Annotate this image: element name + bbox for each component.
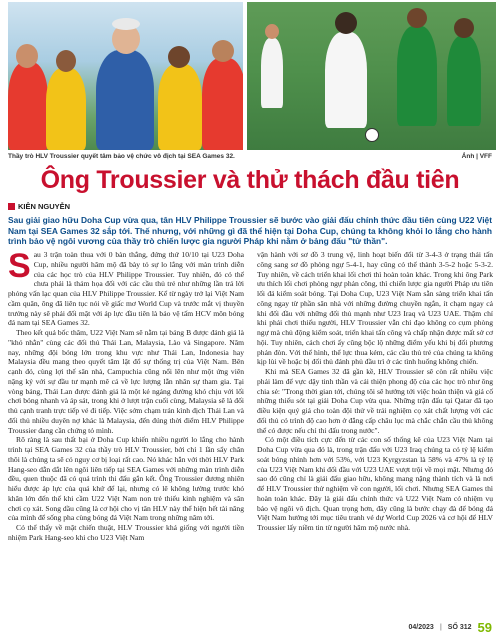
body-paragraph: Theo kết quả bốc thăm, U22 Việt Nam sẽ nằm tại bảng B được đánh giá là "khó nhằn" cùng các đối thủ Thái Lan, Malaysia, Lào và Singapore. Năm nay, những đội bóng lớn trong khu vực như Thái Lan, Indonesia hay Malaysia đều mang theo quyết tâm lật đổ sự thống trị của Việt Nam. Bên cạnh đó, cùng lợi thế sân nhà, Campuchia cũng nổi lên như một ứng viên nặng ký với sự đầu tư mạnh mẽ cả về lực lượng lẫn nhân sự tham gia. Tại vòng bảng, Thái Lan được đánh giá là một kẻ ngáng đường khó chịu với lối chơi bóng nhanh và áp sát, trong khi ở lượt trận cuối cùng, Malaysia sẽ là đối thủ cạnh tranh trực tiếp vé đi tiếp. Việc sớm chạm trán kình địch Thái Lan và đối thủ nhiều duyên nợ khác là Malaysia, đến đúng thời điểm HLV Philippe Troussier đang cần chứng tỏ mình. [8,328,244,435]
issue-date: 04/2023 [408,624,434,631]
body-paragraph: Sau 3 trận toàn thua với 0 bàn thắng, đứng thứ 10/10 tại U23 Doha Cup, nhiều người hâm mộ đã bày tỏ sự lo lắng với màn trình diễn của các học trò của HLV Philippe Troussier. Tuy nhiên, đó có thể chưa phải là thảm họa đối với các cầu thủ trẻ như những lần trả lời phỏng vấn lạc quan của HLV Philippe Troussier. Kể từ ngày trở lại Việt Nam cầm quân, ông đã liên tục nói về giấc mơ World Cup và trước mắt vị thuyền trưởng này sẽ phải đối mặt với áp lực đầu tiên là bảo vệ tấm HCV môn bóng đá nam tại SEA Games 32. [8,247,244,328]
author-byline [8,202,70,211]
page-number: 59 [477,620,492,635]
photo-match-action [247,2,496,150]
author-marker-icon [8,203,15,210]
photo-banner [8,2,496,150]
article-column-right [257,250,493,533]
article-title: Ông Troussier và thử thách đầu tiên [40,166,460,194]
author-name: KIÊN NGUYỄN [18,202,71,211]
article-lead: Sau giải giao hữu Doha Cup vừa qua, tân HLV Philippe Troussier sẽ bước vào giải đấu chính thức đầu tiên cùng U22 Việt Nam tại SEA Games 32 sắp tới. Thế nhưng, với những gì đã thể hiện tại Doha Cup, chúng ta không khỏi lo lắng cho hành trình bảo vệ ngôi vương của thầy trò chiến lược gia người Pháp khi nằm ở bảng đấu "tử thần". [8,215,492,247]
photo-credit: Ảnh | VFF [461,153,492,160]
photo-coach-and-players [8,2,243,150]
body-paragraph: Có một điều tích cực đến từ các con số thống kê của U23 Việt Nam tại Doha Cup vừa qua đó là, trong trận đấu với U23 Iraq chúng ta có tỷ lệ kiểm soát bóng nhỉnh hơn với 53%, với U23 Kyrgyzstan là 58% và 47% là tỷ lệ của U23 Việt Nam khi đối đầu với U23 UAE vượt trội về mọi mặt. Nhưng đó sao đó cũng chỉ là giải đấu giao hữu, không mang nặng thành tích và là nơi để HLV Troussier thử nghiệm về con người, lối chơi. Nhưng SEA Games thì hoàn toàn khác. Đây là giải đấu chính thức và U22 Việt Nam có nhiệm vụ bảo vệ ngôi vô địch. Quan trọng hơn, đây cũng là bước chạy đà để bóng đá Việt Nam hướng tới mục tiêu tranh vé dự World Cup 2026 và cơ hội để HLV Troussier lấy niềm tin từ người hâm mộ nước nhà. [257,435,493,532]
drop-cap: S [8,247,31,285]
article-column-left [8,247,244,543]
photo-caption: Thầy trò HLV Troussier quyết tâm bảo vệ chức vô địch tại SEA Games 32. [8,153,235,160]
body-paragraph: Rõ ràng là sau thất bại ở Doha Cup khiến nhiều người lo lắng cho hành trình tại SEA Games 32 của thầy trò HLV Troussier, bởi chỉ 1 lần sẩy chân thôi là chúng ta sẽ có nguy cơ bị loại rất cao. Nó khác hẳn với thời HLV Park Hang-seo dẫn dắt lên ngôi liên tiếp tại SEA Games với những màn trình diễn đều, quen thuộc đã có quá trình thi đấu gắn kết. Ông Troussier đương nhiên hiểu được áp lực của quá khứ để lại, nhưng có lẽ không lường trước khó khăn lớn đến thế khi cầm U22 Việt Nam non trẻ thiếu kinh nghiệm và sân chơi cọ xát. Song dầu cũng là cơ hội cho vị tân HLV này thể hiện hết tài năng của mình để sống pha cùng bóng đá Việt Nam trong những năm tới. [8,435,244,523]
body-paragraph: Khi mà SEA Games 32 đã gần kề, HLV Troussier sẽ còn rất nhiều việc phải làm để vực dậy tinh thần và cải thiện phong độ của các học trò như ông chia sẻ: "Trong thời gian tới, chúng tôi sẽ hướng tới việc hoàn thiện và giá cố những thiếu sót tại giải Doha Cup vừa qua. Những trận đấu tại Qatar đã tạo điều kiện quý giá cho toàn đội thử về trải nghiệm cọ xát chất lượng với các đối thủ có trình độ cao hơn ở đẳng cấp châu lục mà chắc chắn cầu thủ không thể có được nếu chỉ thi đấu trong nước". [257,367,493,435]
footer-separator: | [439,624,442,631]
issue-number: SỐ 312 [447,624,472,631]
body-paragraph: Có thể thấy về mặt chiến thuật, HLV Troussier khá giống với người tiền nhiệm Park Hang-seo khi cho U23 Việt Nam [8,523,244,542]
body-paragraph: vận hành với sơ đồ 3 trung vệ, linh hoạt biến đổi từ 3-4-3 ở trạng thái tấn công sang sơ đồ phòng ngự 5-4-1, hay cũng có thể thành 3-5-2 hoặc 5-3-2. Tuy nhiên, về cách triển khai lối chơi thì hoàn toàn khác. Trong khi ông Park ưu thích lối chơi phòng ngự phản công, thì chiến lược gia người Pháp ưu tiên lối đá kiểm soát bóng. Tại Doha Cup, U23 Việt Nam sẵn sàng triển khai tấn công ngay từ phần sân nhà với những đường chuyền ngắn, ít chạm ngay cả khi đối đầu với những đối thủ mạnh như U23 Iraq và U23 UAE. Thậm chí khi phải chơi thiếu người, HLV Troussier vẫn chỉ đạo không co cụm phòng ngự mà chủ động kiểm soát, triển khai tấn công và chấp nhận được mất sở cơ hội. Tuy nhiên, cách chơi ấy cũng bộc lộ những điểm yếu khi bị đối phương phản đòn. Với thể hình, thể lực thua kém, các cầu thủ trẻ của chúng ta không kịp lùi về hoặc bị đối thủ đánh phủ đầu trì ở các tình huống không chiến. [257,250,493,367]
page-footer [409,620,493,635]
